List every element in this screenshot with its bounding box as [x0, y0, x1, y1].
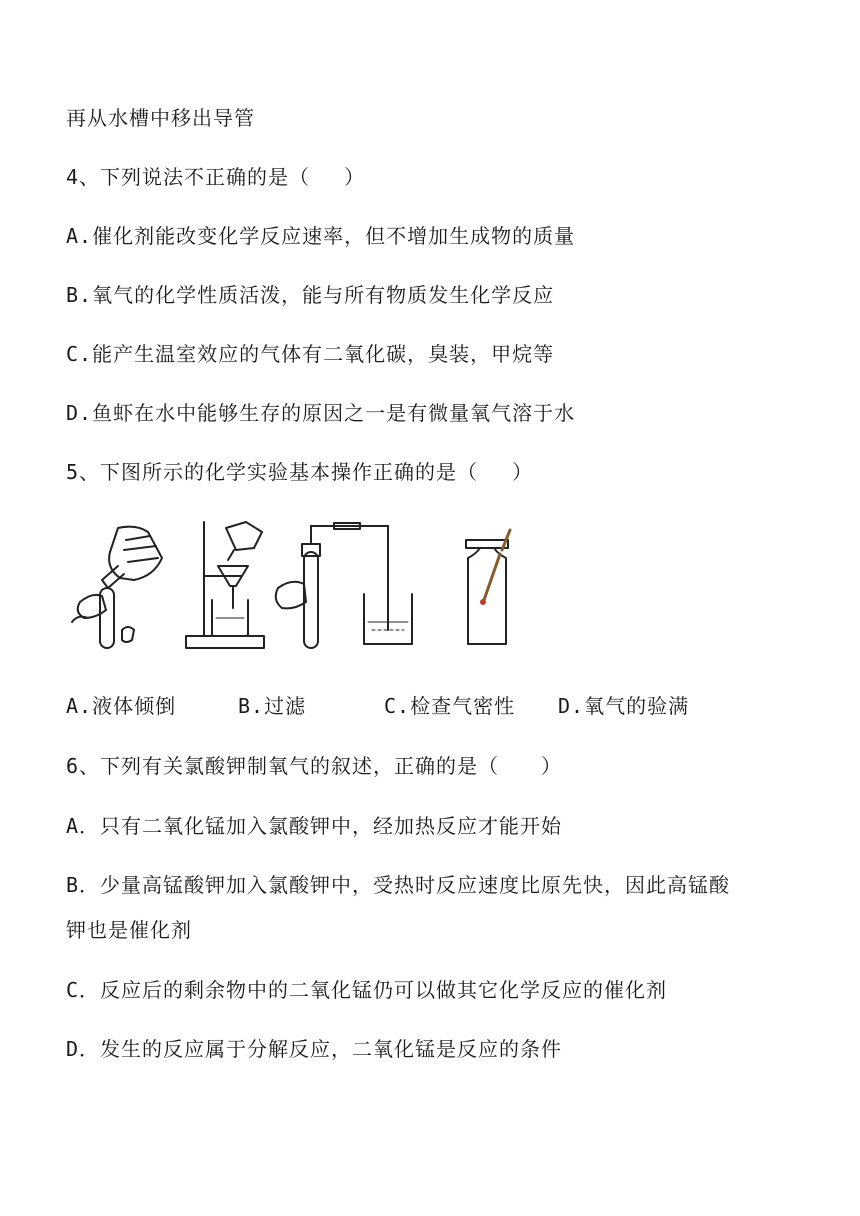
question-6-option-a: A．只有二氧化锰加入氯酸钾中，经加热反应才能开始	[66, 814, 563, 838]
question-4-option-b: B.氧气的化学性质活泼，能与所有物质发生化学反应	[66, 283, 555, 307]
caption-a: A.液体倾倒	[66, 694, 177, 718]
question-4-option-a: A.催化剂能改变化学反应速率，但不增加生成物的质量	[66, 224, 576, 248]
experiment-figure	[66, 518, 536, 656]
question-4-option-d: D.鱼虾在水中能够生存的原因之一是有微量氧气溶于水	[66, 401, 576, 425]
liquid-pouring-illustration	[72, 527, 162, 648]
question-4-stem: 4、下列说法不正确的是（ ）	[66, 165, 366, 189]
question-6-option-b-continued: 钾也是催化剂	[66, 918, 192, 942]
question-5-stem: 5、下图所示的化学实验基本操作正确的是（ ）	[66, 460, 534, 484]
question-6-option-b: B．少量高锰酸钾加入氯酸钾中，受热时反应速度比原先快，因此高锰酸	[66, 873, 731, 897]
caption-c: C.检查气密性	[384, 694, 516, 718]
question-4-option-c: C.能产生温室效应的气体有二氧化碳，臭装，甲烷等	[66, 342, 555, 366]
question-6-option-d: D．发生的反应属于分解反应，二氧化锰是反应的条件	[66, 1037, 563, 1061]
caption-d: D.氧气的验满	[558, 694, 690, 718]
continuation-text: 再从水槽中移出导管	[66, 106, 255, 130]
question-6-option-c: C．反应后的剩余物中的二氧化锰仍可以做其它化学反应的催化剂	[66, 978, 668, 1002]
airtightness-check-illustration	[276, 523, 412, 648]
filtration-illustration	[186, 522, 264, 648]
oxygen-full-check-illustration	[466, 530, 510, 644]
caption-b: B.过滤	[238, 694, 307, 718]
question-6-stem: 6、下列有关氯酸钾制氧气的叙述，正确的是（ ）	[66, 754, 563, 778]
